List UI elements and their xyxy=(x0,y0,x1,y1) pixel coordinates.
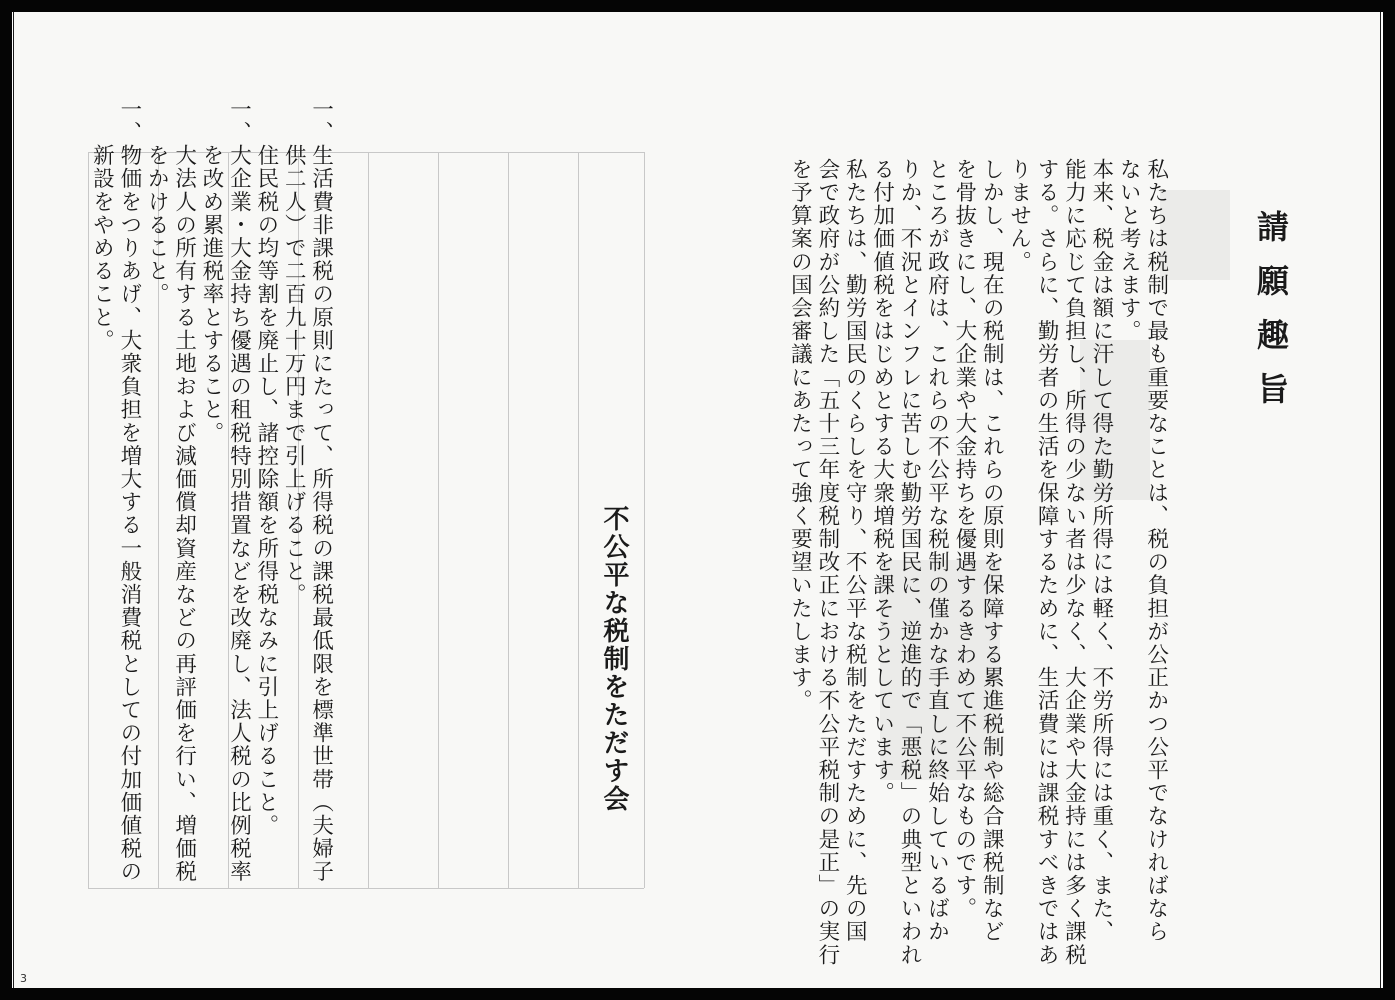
page-number: 3 xyxy=(20,972,27,985)
petition-body: 私たちは税制で最も重要なことは、税の負担が公正かつ公平でなければなら ないと考えます。 本来、税金は額に汗して得た勤労所得には軽く、不労所得には重く、また、 能力に応じて負担し、所得の少ない者は少なく、大企業や大金持には多く課税 する。さらに、勤労者の生活を保障するために、生活費には課税すべきではあ りません。 しかし、現在の税制は、これらの原則を保障する累進税制や総合課税制など を骨抜きにし、大企業や大金持ちを優遇するきわめて不公平なものです。 ところが政府は、これらの不公平な税制の僅かな手直しに終始しているばか りか、不況とインフレに苦しむ勤労国民に、逆進的で「悪税」の典型といわれ る付加価値税をはじめとする大衆増税を課そうとしています。 私たちは、勤労国民のくらしを守り、不公平な税制をただすために、先の国 会で政府が公約した「五十三年度税制改正における不公平税制の是正」の実行 を予算案の国会審議にあたって強く要望いたします。 xyxy=(787,158,1169,967)
organization-name: 不公平な税制をただす会 xyxy=(599,505,629,813)
petition-title: 請願趣旨 xyxy=(1252,210,1290,426)
petition-demands: 一、生活費非課税の原則にたって、所得税の課税最低限を標準世帯（夫婦子 供二人）で二百九十万円まで引上げること。 住民税の均等割を廃止し、諸控除額を所得税なみに引上げること。 一、大企業・大金持ち優遇の租税特別措置などを改廃し、法人税の比例税率 を改め累進税率とすること。 大法人の所有する土地および減価償却資産などの再評価を行い、増価税 をかけること。 一、物価をつりあげ、大衆負担を増大する一般消費税としての付加価値税の 新設をやめること。 xyxy=(89,98,334,884)
